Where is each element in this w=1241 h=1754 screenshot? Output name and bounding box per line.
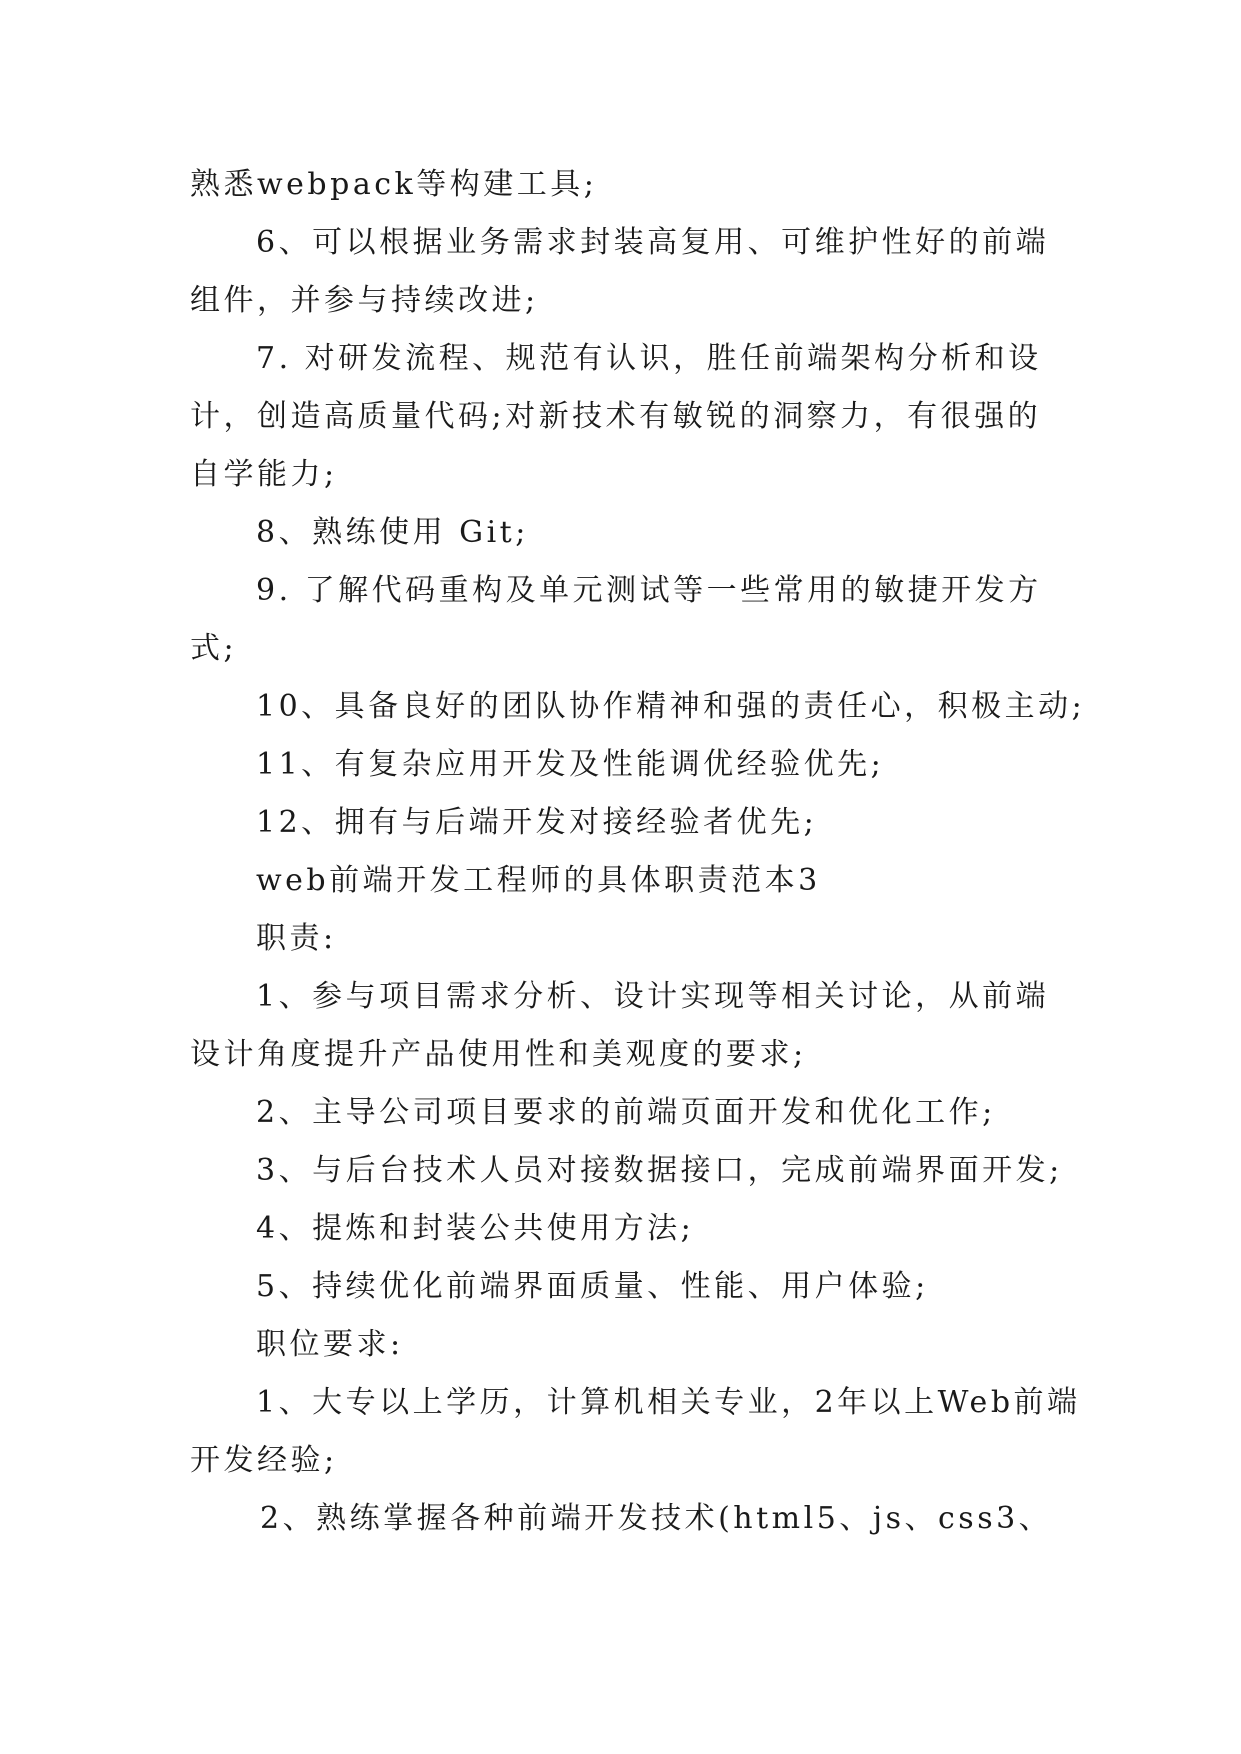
text-line: 6、可以根据业务需求封装高复用、可维护性好的前端 (256, 225, 1050, 260)
text-line: 3、与后台技术人员对接数据接口，完成前端界面开发; (256, 1153, 1063, 1188)
text-line: 4、提炼和封装公共使用方法; (256, 1211, 695, 1246)
subsection-heading: 职责: (256, 921, 337, 956)
text-line: 7. 对研发流程、规范有认识，胜任前端架构分析和设 (256, 341, 1042, 376)
text-line: 2、主导公司项目要求的前端页面开发和优化工作; (256, 1095, 996, 1130)
text-line: 熟悉webpack等构建工具; (190, 167, 598, 202)
text-line: 设计角度提升产品使用性和美观度的要求; (190, 1037, 807, 1072)
text-line: 9. 了解代码重构及单元测试等一些常用的敏捷开发方 (256, 573, 1042, 608)
text-line: 1、大专以上学历，计算机相关专业，2年以上Web前端 (256, 1385, 1081, 1420)
text-line: 10、具备良好的团队协作精神和强的责任心，积极主动; (256, 689, 1086, 724)
section-heading: web前端开发工程师的具体职责范本3 (256, 863, 821, 898)
text-line: 1、参与项目需求分析、设计实现等相关讨论，从前端 (256, 979, 1050, 1014)
text-line: 5、持续优化前端界面质量、性能、用户体验; (256, 1269, 929, 1304)
text-line: 组件，并参与持续改进; (190, 283, 539, 318)
subsection-heading: 职位要求: (256, 1327, 404, 1362)
text-line: 2、熟练掌握各种前端开发技术(html5、js、css3、 (260, 1501, 1053, 1536)
text-line: 计，创造高质量代码;对新技术有敏锐的洞察力，有很强的 (190, 399, 1042, 434)
text-line: 式; (190, 631, 238, 666)
text-line: 自学能力; (190, 457, 338, 492)
text-line: 12、拥有与后端开发对接经验者优先; (256, 805, 818, 840)
text-line: 开发经验; (190, 1443, 338, 1478)
text-line: 11、有复杂应用开发及性能调优经验优先; (256, 747, 885, 782)
text-line: 8、熟练使用 Git; (256, 515, 529, 550)
